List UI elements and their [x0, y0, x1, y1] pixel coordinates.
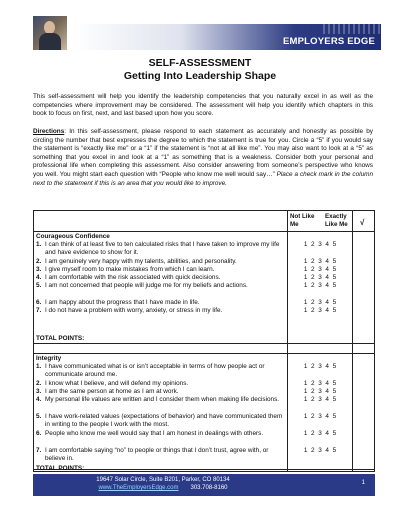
rating-option[interactable]: 2 [311, 282, 315, 289]
rating-option[interactable]: 2 [311, 274, 315, 281]
rating-option[interactable]: 5 [332, 413, 337, 420]
rating-option[interactable]: 4 [325, 413, 329, 420]
rating-option[interactable]: 2 [311, 266, 315, 273]
rating-option[interactable]: 4 [325, 274, 329, 281]
rating-option[interactable]: 1 [303, 388, 308, 395]
rating-option[interactable]: 2 [311, 430, 315, 437]
rating-scale [302, 413, 338, 420]
rating-option[interactable]: 3 [318, 299, 322, 306]
rating-option[interactable]: 3 [318, 447, 322, 454]
rating-option[interactable]: 4 [325, 266, 329, 273]
rating-scale [302, 299, 338, 306]
rating-option[interactable]: 5 [332, 396, 337, 403]
rating-option[interactable]: 4 [325, 396, 329, 403]
rating-option[interactable]: 3 [318, 241, 322, 248]
item-number: 4. [36, 396, 42, 403]
rating-option[interactable]: 3 [318, 266, 322, 273]
item-number: 7. [36, 307, 42, 314]
rating-option[interactable]: 4 [325, 430, 329, 437]
rating-scale [302, 430, 338, 437]
rating-scale [302, 282, 338, 289]
rating-scale [302, 396, 338, 403]
rating-option[interactable]: 5 [332, 447, 337, 454]
page-number: 1 [361, 480, 365, 486]
rating-option[interactable]: 5 [332, 258, 337, 265]
item-number: 5. [36, 413, 42, 420]
rating-scale [302, 266, 338, 273]
assessment-item [36, 380, 288, 388]
footer [33, 474, 375, 496]
assessment-item [36, 396, 288, 404]
rating-option[interactable]: 3 [318, 396, 322, 403]
total-points-label: TOTAL POINTS: [36, 465, 85, 472]
rating-option[interactable]: 5 [332, 307, 337, 314]
rating-option[interactable]: 1 [303, 307, 308, 314]
assessment-item [36, 388, 288, 396]
rating-option[interactable]: 1 [303, 447, 308, 454]
rating-option[interactable]: 4 [325, 388, 329, 395]
assessment-item [36, 274, 288, 282]
rating-option[interactable]: 3 [318, 282, 322, 289]
rating-option[interactable]: 2 [311, 388, 315, 395]
rating-option[interactable]: 5 [332, 363, 337, 370]
rating-option[interactable]: 3 [318, 388, 322, 395]
item-statement: People who know me well would say that I am honest in dealings with others. [45, 430, 264, 437]
rating-option[interactable]: 4 [325, 363, 329, 370]
item-statement: I am the same person at home as I am at work. [45, 388, 179, 395]
rating-option[interactable]: 5 [332, 282, 337, 289]
item-statement: I am comfortable saying “no” to people or things that I don’t trust, agree with, or believe in. [45, 447, 269, 462]
rating-scale [302, 274, 338, 281]
total-points-label: TOTAL POINTS: [36, 335, 85, 342]
rating-option[interactable]: 2 [311, 241, 315, 248]
rating-option[interactable]: 1 [303, 258, 308, 265]
rating-option[interactable]: 4 [325, 307, 329, 314]
rating-scale [302, 241, 338, 248]
rating-scale [302, 307, 338, 314]
rating-option[interactable]: 5 [332, 299, 337, 306]
item-number: 6. [36, 299, 42, 306]
section-heading: Integrity [36, 355, 62, 362]
item-statement: I do not have a problem with worry, anxiety, or stress in my life. [45, 307, 223, 314]
item-statement: I am comfortable with the risk associated with quick decisions. [45, 274, 221, 281]
col-check: √ [360, 218, 365, 227]
rating-option[interactable]: 1 [303, 430, 308, 437]
rating-option[interactable]: 3 [318, 380, 322, 387]
page-title: SELF-ASSESSMENT [148, 57, 252, 69]
item-number: 1. [36, 241, 42, 248]
assessment-item [36, 363, 288, 378]
rating-option[interactable]: 2 [311, 258, 315, 265]
rating-scale [302, 447, 338, 454]
rating-option[interactable]: 2 [311, 307, 315, 314]
item-statement: I am genuinely very happy with my talents, abilities, and personality. [45, 258, 237, 265]
item-statement: I have work-related values (expectations of behavior) and have communicated them in writing to the people I work with the most. [45, 413, 283, 428]
directions-text: : In this self-assessment, please respond to each statement as accurately and honestly as possible by circling the number that best expresses the degree to which the statement is true for you. Circle a “5” if you would say the statement is “exactly like me” or a “1” if the statement is “not at all like me”. You may also want to look at a “5” as something that you excel in and look at a “1” as something that is a weakness. Consider both your personal and professional life when completing this assessment. Also consider answering from someone’s perspective who knows you well. You might start each question with “People who know me well would say…” [33, 128, 373, 178]
rating-option[interactable]: 1 [303, 380, 308, 387]
item-number: 6. [36, 430, 42, 437]
assessment-item [36, 258, 288, 266]
item-number: 1. [36, 363, 42, 370]
item-statement: My personal life values are written and I consider them when making life decisions. [45, 396, 280, 403]
rating-option[interactable]: 1 [303, 299, 308, 306]
item-number: 2. [36, 380, 42, 387]
item-number: 4. [36, 274, 42, 281]
assessment-item [36, 413, 288, 428]
item-statement: I have communicated what is or isn’t acceptable in terms of how people act or communicate around me. [45, 363, 265, 378]
rating-scale [302, 388, 338, 395]
rating-option[interactable]: 5 [332, 241, 337, 248]
item-statement: I give myself room to make mistakes from which I can learn. [45, 266, 215, 273]
directions-note: Place a check mark in the column next to the statement if this is an area that you would like to improve. [33, 170, 373, 187]
assessment-item [36, 282, 288, 290]
rating-option[interactable]: 3 [318, 413, 322, 420]
item-statement: I am happy about the progress that I have made in life. [45, 299, 200, 306]
rating-option[interactable]: 5 [332, 380, 337, 387]
rating-option[interactable]: 2 [311, 380, 315, 387]
header-banner [73, 24, 381, 50]
col-exactly-like-me: Exactly Like Me [325, 213, 348, 228]
page-subtitle: Getting Into Leadership Shape [123, 70, 277, 82]
rating-option[interactable]: 5 [332, 388, 337, 395]
footer-phone: 303.708-8160 [190, 485, 228, 491]
item-number: 3. [36, 266, 42, 273]
footer-contact [63, 485, 263, 491]
rating-option[interactable]: 3 [318, 430, 322, 437]
rating-scale [302, 258, 338, 265]
rating-option[interactable]: 4 [325, 380, 329, 387]
rating-option[interactable]: 1 [303, 241, 308, 248]
assessment-table [33, 210, 375, 472]
rating-option[interactable]: 4 [325, 258, 329, 265]
rating-option[interactable]: 3 [318, 258, 322, 265]
item-statement: I can think of at least five to ten calculated risks that I have taken to improve my life and have evidence to show for it. [45, 241, 280, 256]
assessment-item [36, 299, 288, 307]
rating-scale [302, 380, 338, 387]
rating-option[interactable]: 1 [303, 282, 308, 289]
directions-label: Directions [33, 128, 65, 135]
footer-address: 19647 Solar Circle, Suite B201, Parker, CO 80134 [96, 477, 230, 483]
item-statement: I know what I believe, and will defend my opinions. [45, 380, 189, 387]
rating-option[interactable]: 5 [332, 266, 337, 273]
rating-scale [302, 363, 338, 370]
assessment-item [36, 241, 288, 256]
rating-option[interactable]: 4 [325, 447, 329, 454]
rating-option[interactable]: 1 [303, 266, 308, 273]
company-logo: EMPLOYERS EDGE [282, 36, 375, 47]
intro-paragraph: This self-assessment will help you identify the leadership competencies that you naturally excel in as well as the competencies where improvement may be considered. The assessment will help you identify which chapters in this book to focus on first, next, and last based upon how you score. [33, 93, 373, 118]
rating-option[interactable]: 1 [303, 274, 308, 281]
rating-option[interactable]: 5 [332, 274, 337, 281]
rating-option[interactable]: 4 [325, 282, 329, 289]
rating-option[interactable]: 5 [332, 430, 337, 437]
rating-option[interactable]: 1 [303, 413, 308, 420]
rating-option[interactable]: 3 [318, 274, 322, 281]
rating-option[interactable]: 2 [311, 413, 315, 420]
assessment-item [36, 266, 288, 274]
rating-option[interactable]: 2 [311, 396, 315, 403]
item-number: 7. [36, 447, 42, 454]
author-photo [33, 16, 67, 50]
rating-option[interactable]: 2 [311, 447, 315, 454]
col-not-like-me: Not Like Me [290, 213, 315, 228]
website-link[interactable]: www.TheEmployersEdge.com [98, 485, 179, 491]
header [33, 16, 381, 50]
item-number: 3. [36, 388, 42, 395]
section-heading: Courageous Confidence [36, 233, 110, 240]
item-number: 2. [36, 258, 42, 265]
rating-option[interactable]: 3 [318, 307, 322, 314]
rating-option[interactable]: 1 [303, 363, 308, 370]
assessment-item [36, 307, 288, 315]
rating-option[interactable]: 2 [311, 363, 315, 370]
rating-option[interactable]: 4 [325, 299, 329, 306]
assessment-item [36, 447, 288, 462]
rating-option[interactable]: 4 [325, 241, 329, 248]
assessment-item [36, 430, 288, 438]
rating-option[interactable]: 1 [303, 396, 308, 403]
rating-option[interactable]: 3 [318, 363, 322, 370]
directions-paragraph [33, 128, 373, 188]
item-number: 5. [36, 282, 42, 289]
item-statement: I am not concerned that people will judge me for my beliefs and actions. [45, 282, 248, 289]
rating-option[interactable]: 2 [311, 299, 315, 306]
